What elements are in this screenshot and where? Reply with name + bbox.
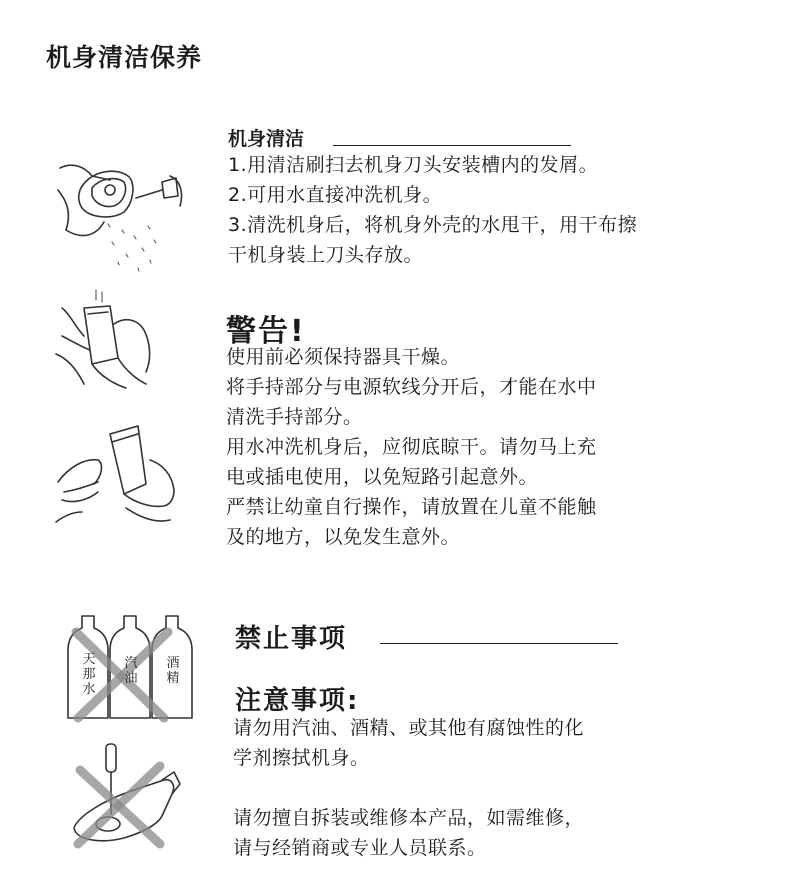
notes-text <box>233 713 584 863</box>
warning-title: 警告! <box>226 314 306 349</box>
warning-text <box>226 342 597 552</box>
body-cleaning-steps <box>228 150 637 270</box>
warning-line: 及的地方，以免发生意外。 <box>226 526 461 548</box>
page-title: 机身清洁保养 <box>46 43 203 72</box>
step-line: 干机身装上刀头存放。 <box>228 244 424 266</box>
warning-line: 将手持部分与电源软线分开后，才能在水中 <box>226 376 597 398</box>
warning-line: 电或插电使用，以免短路引起意外。 <box>226 466 539 488</box>
warning-line: 清洗手持部分。 <box>226 406 363 428</box>
warning-line: 严禁让幼童自行操作，请放置在儿童不能触 <box>226 496 597 518</box>
brush-cleaning-illustration <box>52 150 192 280</box>
bottle-label-thinner: 天 那 水 <box>82 652 96 697</box>
notes-line: 请勿用汽油、酒精、或其他有腐蚀性的化 <box>233 717 585 739</box>
dry-cloth-illustration <box>54 420 194 535</box>
notes-line: 学剂擦拭机身。 <box>233 747 370 769</box>
bottle-label-gasoline: 汽 油 <box>124 656 138 686</box>
body-cleaning-title: 机身清洁 <box>228 128 305 150</box>
step-line: 2.可用水直接冲洗机身。 <box>228 184 443 206</box>
notes-title: 注意事项: <box>235 686 360 716</box>
prohibited-title: 禁止事项 <box>235 624 348 654</box>
warning-line: 用水冲洗机身后，应彻底晾干。请勿马上充 <box>226 436 597 458</box>
step-line: 3.清洗机身后，将机身外壳的水甩干，用干布擦 <box>228 214 638 236</box>
notes-line: 请勿擅自拆装或维修本产品，如需维修， <box>233 807 585 829</box>
step-line: 1.用清洁刷扫去机身刀头安装槽内的发屑。 <box>228 154 599 176</box>
notes-spacer <box>233 773 584 803</box>
bottle-label-alcohol: 酒 精 <box>166 656 180 686</box>
screwdriver-prohibited-illustration <box>64 740 184 850</box>
notes-line: 请与经销商或专业人员联系。 <box>233 837 487 859</box>
title-underline <box>380 643 618 644</box>
warning-line: 使用前必须保持器具干燥。 <box>226 346 461 368</box>
title-underline <box>333 145 571 146</box>
water-rinse-illustration <box>54 288 174 398</box>
